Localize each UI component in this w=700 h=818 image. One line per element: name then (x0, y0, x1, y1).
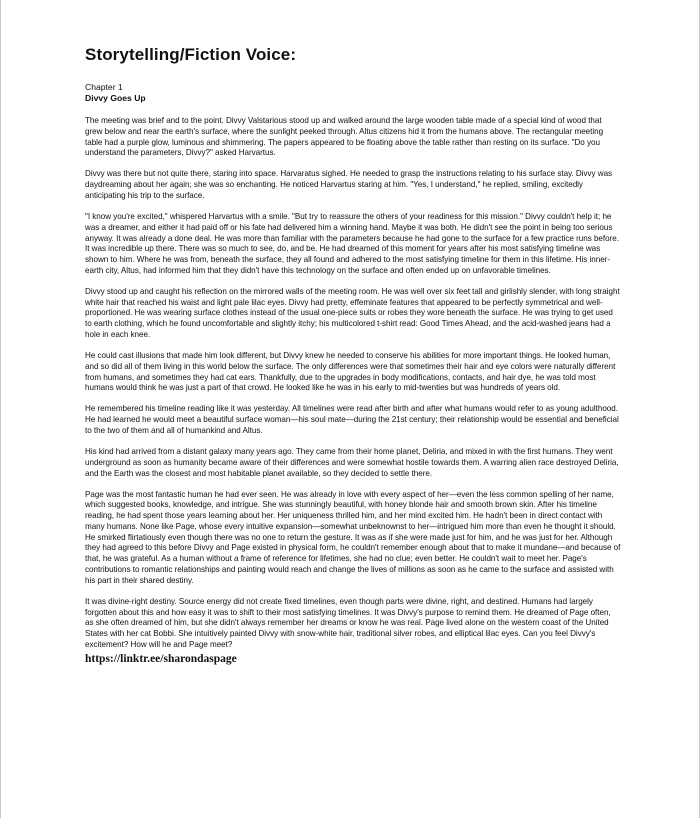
document-content (85, 44, 621, 666)
story-paragraph: The meeting was brief and to the point. Divvy Valstarious stood up and walked around the large wooden table made of a special kind of wood that grew below and near the earth's surface, where the sunlight peeked through. Altus citizens hid it from the humans above. The rectangular meeting table had a purple glow, luminous and shimmering. The papers appeared to be floating above the table rather than resting on its surface. "Do you understand the parameters, Divvy?" asked Harvartus. (85, 116, 604, 158)
author-link[interactable]: https://linktr.ee/sharondaspage (85, 652, 237, 665)
story-paragraph: His kind had arrived from a distant galaxy many years ago. They came from their home planet, Deliria, and mixed in with the first humans. They went underground as soon as humanity became aware of their differences and were somewhat hostile towards them. A warring alien race destroyed Deliria, and the Earth was the closest and most habitable planet available, so they decided to settle there. (85, 447, 619, 478)
chapter-label: Chapter 1 (85, 82, 123, 92)
story-paragraph: It was divine-right destiny. Source energy did not create fixed timelines, even though parts were divine, right, and destined. Humans had largely forgotten about this and how easy it was to shift to their most satisfying timelines. It was Divvy's purpose to remind them. He dreamed of Page often, as she often dreamed of him, but she didn't always remember her dreams or know he was real. Page lived alone on the western coast of the United States with her cat Bobbi. She intuitively painted Divvy with snow-white hair, traditional silver robes, and elliptical lilac eyes. Can you feel Divvy's excitement? How will he and Page meet? (85, 596, 611, 649)
story-paragraph: "I know you're excited," whispered Harvartus with a smile. "But try to reassure the others of your readiness for this mission." Divvy couldn't help it; he was a dreamer, and either it had paid off or his fate had delivered him a winning hand. Maybe it was both. He didn't see the point in being too serious anyway. It was already a done deal. He was more than familiar with the parameters because he had gone to the surface for a few practice runs before. It was incredible up there. There was so much to see, do, and be. He had dreamed of this moment for years after his most satisfying timeline was shown to him. Where he was from, beneath the surface, they all found and adhered to the most satisfying timeline for them in this lifetime. His inner-earth city, Altus, had informed him that they didn't have this technology on the surface and often ended up on unfavorable timelines. (85, 212, 619, 275)
story-paragraph: He could cast illusions that made him look different, but Divvy knew he needed to conserve his abilities for more important things. He looked human, and so did all of them living in this world below the surface. The only differences were that sometimes their hair and eye colors were naturally different from humans, and sometimes they had cat ears. Thankfully, due to the upgrades in body modifications, contacts, and hair dye, he was told most humans would think he was just a part of that crowd. He looked like he was in his early to mid-twenties but was hundreds of years old. (85, 351, 616, 393)
story-paragraph: Divvy was there but not quite there, staring into space. Harvaratus sighed. He needed to grasp the instructions relating to his surface stay. Divvy was daydreaming about her again; she was so enchanting. He noticed Harvartus staring at him. "Yes, I understand," he replied, smiling, excitedly anticipating his trip to the surface. (85, 169, 613, 200)
chapter-title: Divvy Goes Up (85, 93, 146, 103)
story-paragraph: Divvy stood up and caught his reflection on the mirrored walls of the meeting room. He was well over six feet tall and girlishly slender, with long straight white hair that reached his waist and light pale lilac eyes. Divvy had pretty, effeminate features that appeared to be perfectly symmetrical and well-proportioned. He was wearing surface clothes instead of the usual one-piece suits or robes they wore beneath the surface. He was trying to get used to earth clothing, which he found uncomfortable and slightly itchy; his multicolored t-shirt read: Good Times Ahead, and the acid-washed jeans had a hole in each knee. (85, 286, 620, 339)
document-heading: Storytelling/Fiction Voice: (85, 45, 297, 64)
story-paragraph: Page was the most fantastic human he had ever seen. He was already in love with every aspect of her—even the less common spelling of her name, which suggested books, knowledge, and intrigue. She was stunningly beautiful, with honey blonde hair and smooth brown skin. After his timeline reading, he had spent those years learning about her. Her uniqueness thrilled him, and her mind excited him. He hadn't been in direct contact with many humans. None like Page, whose every intuitive expansion—somewhat unbeknownst to her—intrigued him more than even he thought it should. He smirked flirtatiously even though there was no one to return the gesture. It was as if she were made just for him, and he was just for her. Although they had agreed to this before Divvy and Page existed in physical form, he couldn't remember enough about that to make it mundane—and because of that, he was grateful. As a human without a frame of reference for lifetimes, she had no clue; even better. He couldn't wait to meet her. Page's contributions to romantic relationships and painting would reach and change the lives of millions as soon as he came to the surface and assisted with his part in their shared destiny. (85, 489, 621, 585)
story-paragraph: He remembered his timeline reading like it was yesterday. All timelines were read after birth and after what humans would refer to as young adulthood. He had learned he would meet a beautiful surface woman—his soul mate—during the 21st century; their relationship would be essential and beneficial to the two of them and all of humankind and Altus. (85, 404, 619, 435)
